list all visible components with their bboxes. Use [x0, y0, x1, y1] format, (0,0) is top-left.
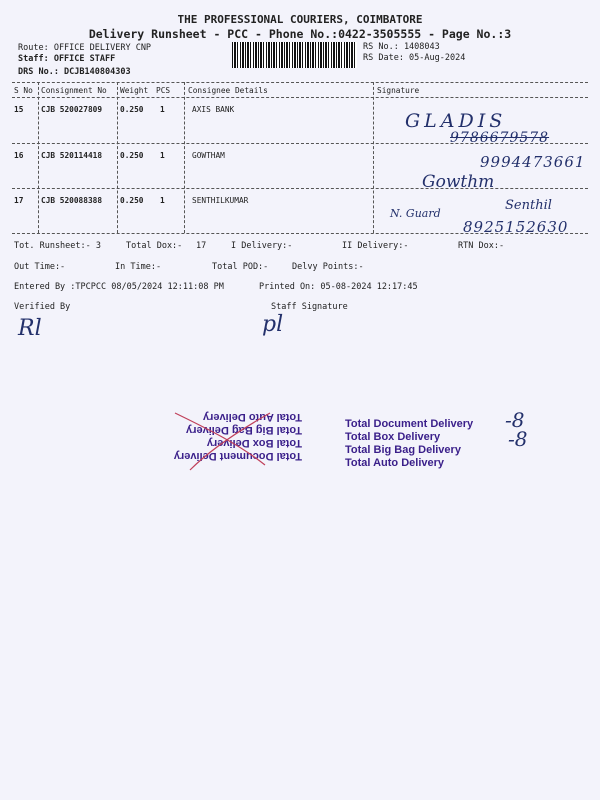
staff-signature: pl	[262, 312, 284, 337]
in-time: In Time:-	[115, 262, 162, 272]
column-divider	[38, 82, 39, 233]
ii-delivery: II Delivery:-	[342, 241, 409, 251]
handwritten-box-count: -8	[508, 427, 528, 451]
stamp-line: Total Document Delivery	[173, 450, 302, 462]
handwritten-signature: Gowthm	[422, 172, 495, 192]
row-sno: 16	[14, 151, 24, 160]
staff-signature-label: Staff Signature	[271, 302, 348, 312]
i-delivery: I Delivery:-	[231, 241, 293, 251]
rtn-dox: RTN Dox:-	[458, 241, 505, 251]
total-dox-value: 17	[196, 241, 207, 251]
row-consignee: GOWTHAM	[192, 151, 225, 160]
handwritten-phone: 9786679578	[450, 130, 550, 146]
col-header-sno: S No	[14, 86, 33, 95]
total-pod: Total POD:-	[212, 262, 269, 272]
row-pcs: 1	[160, 151, 165, 160]
rs-date: RS Date: 05-Aug-2024	[363, 53, 466, 63]
column-divider	[184, 82, 185, 233]
handwritten-doc-count: -8	[505, 408, 525, 432]
col-header-consignment: Consignment No	[41, 86, 107, 95]
entered-by: Entered By :TPCPCC 08/05/2024 12:11:08 PM	[14, 282, 224, 292]
row-weight: 0.250	[120, 151, 144, 160]
row-consignee: SENTHILKUMAR	[192, 196, 249, 205]
col-header-pcs: PCS	[156, 86, 171, 95]
column-divider	[117, 82, 118, 233]
row-sno: 17	[14, 196, 24, 205]
handwritten-phone: 9994473661	[480, 153, 586, 171]
runsheet-subtitle: Delivery Runsheet - PCC - Phone No.:0422-3505555 - Page No.:3	[88, 27, 512, 41]
handwritten-name-gladis: GLADIS	[405, 110, 507, 132]
table-top-rule	[12, 82, 588, 83]
verified-signature: Rl	[18, 316, 42, 341]
handwritten-name-senthil: Senthil	[505, 198, 552, 213]
row-pcs: 1	[160, 105, 165, 114]
row-consignee: AXIS BANK	[192, 105, 235, 114]
drs-number: DRS No.: DCJB140804303	[18, 67, 131, 77]
row-consignment: CJB 520027809	[41, 105, 103, 114]
col-header-signature: Signature	[377, 86, 420, 95]
rs-number: RS No.: 1408043	[363, 42, 440, 52]
row-sno: 15	[14, 105, 24, 114]
stamp-line: Total Big Bag Delivery	[345, 444, 461, 456]
stamp-line: Total Box Delivery	[206, 437, 302, 449]
row-weight: 0.250	[120, 105, 144, 114]
out-time: Out Time:-	[14, 262, 66, 272]
stamp-line: Total Auto Delivery	[202, 411, 302, 423]
row-consignment: CJB 520114418	[41, 151, 103, 160]
route-label: Route: OFFICE DELIVERY CNP	[18, 43, 152, 53]
row-weight: 0.250	[120, 196, 144, 205]
col-header-weight: Weight	[120, 86, 149, 95]
column-divider	[373, 82, 374, 233]
company-title: THE PROFESSIONAL COURIERS, COIMBATORE	[177, 13, 423, 26]
staff-label: Staff: OFFICE STAFF	[18, 54, 116, 64]
total-dox-label: Total Dox:-	[126, 241, 183, 251]
barcode	[232, 42, 357, 68]
tot-runsheet: Tot. Runsheet:- 3	[14, 241, 101, 251]
row-pcs: 1	[160, 196, 165, 205]
handwritten-guard: N. Guard	[390, 207, 441, 220]
row-consignment: CJB 520088388	[41, 196, 103, 205]
col-header-consignee: Consignee Details	[188, 86, 268, 95]
table-header-rule	[12, 97, 588, 98]
verified-by-label: Verified By	[14, 302, 71, 312]
stamp-line: Total Auto Delivery	[345, 457, 445, 469]
stamp-line: Total Big Bag Delivery	[186, 424, 302, 436]
cross-out-mark	[170, 405, 290, 475]
printed-on: Printed On: 05-08-2024 12:17:45	[259, 282, 418, 292]
handwritten-phone: 8925152630	[463, 218, 569, 236]
delvy-points: Delvy Points:-	[292, 262, 364, 272]
stamp-line: Total Box Delivery	[345, 431, 441, 443]
stamp-line: Total Document Delivery	[345, 418, 474, 430]
row-rule	[12, 188, 588, 189]
